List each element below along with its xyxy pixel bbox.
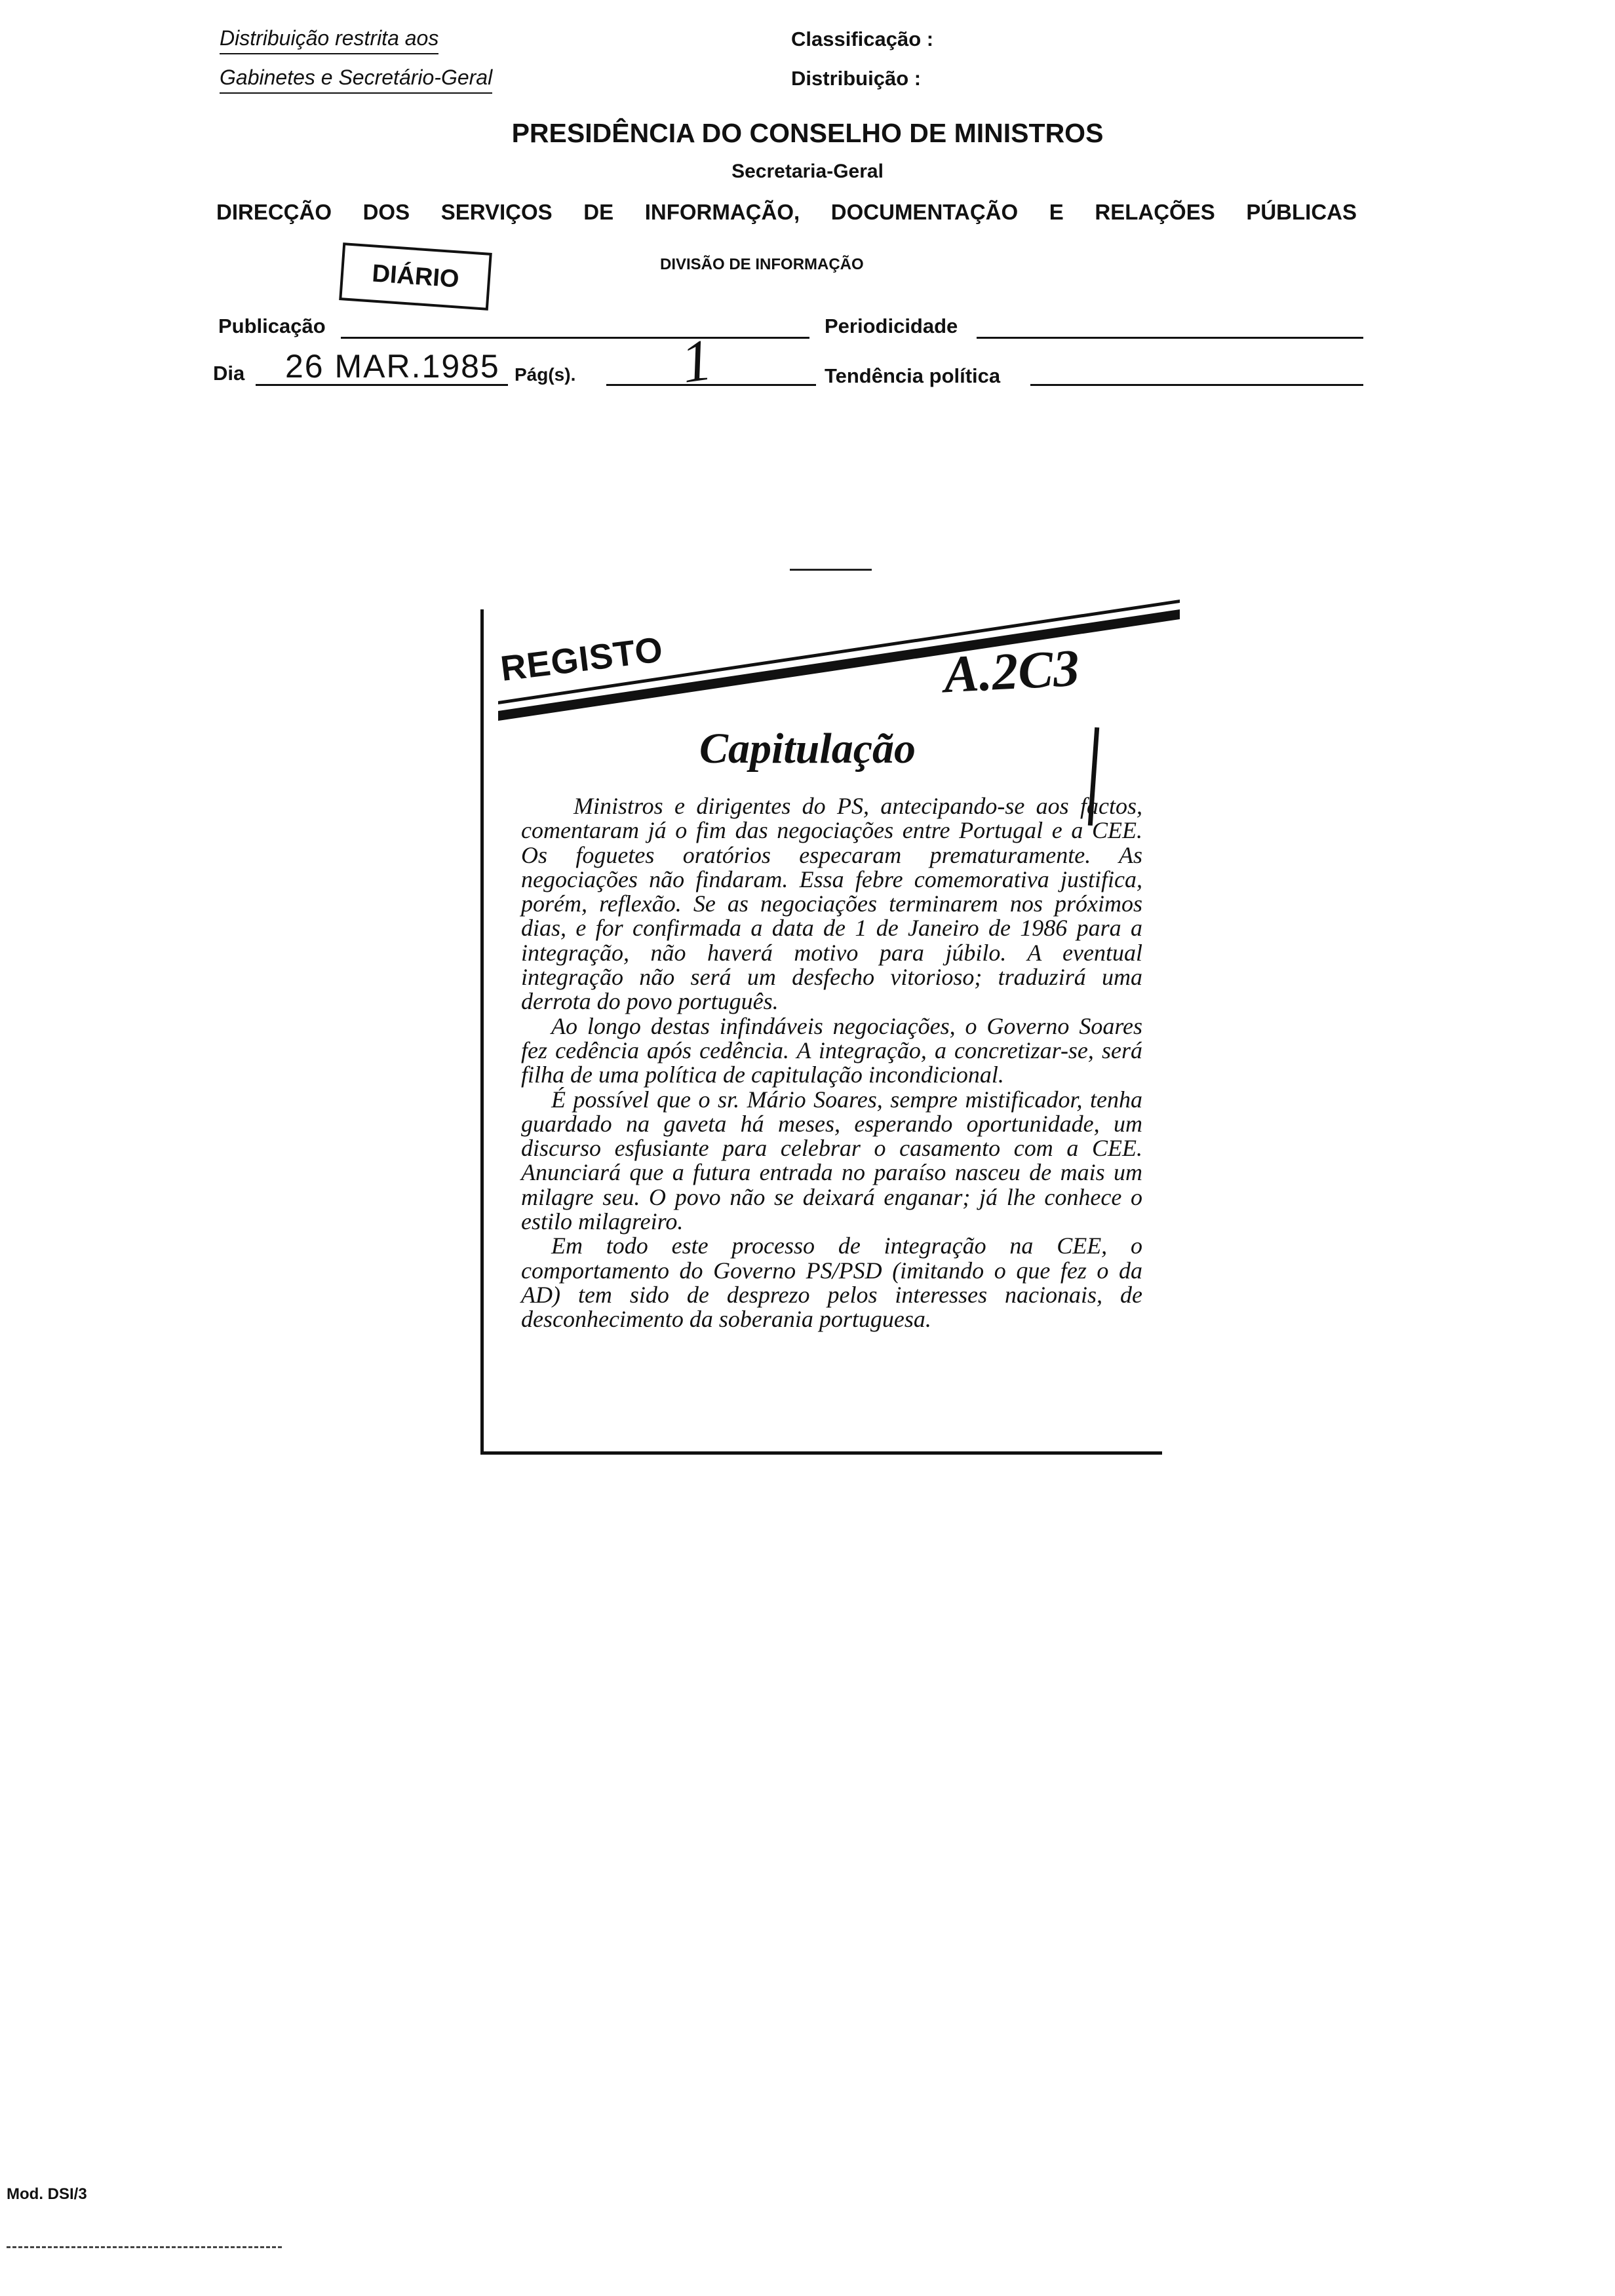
scan-edge-line: [7, 2246, 282, 2248]
handwritten-reference: A.2C3: [942, 639, 1081, 704]
day-label: Dia: [213, 362, 245, 385]
publication-line: [341, 337, 809, 339]
periodicity-line: [977, 337, 1363, 339]
division-heading: DIVISÃO DE INFORMAÇÃO: [660, 256, 864, 273]
article-paragraph: Ao longo destas infindáveis negociações, o Governo Soares fez cedência após cedência. A integração, a concretizar-se, será filha de uma política de capitulação incondicional.: [521, 1012, 1142, 1088]
political-tendency-label: Tendência política: [825, 364, 1001, 387]
secretariat-heading: Secretaria-Geral: [731, 161, 884, 182]
distribution-label: Distribuição :: [791, 67, 922, 90]
top-rule: [790, 569, 872, 571]
article-paragraph: Ministros e dirigentes do PS, antecipando-se aos factos, comentaram já o fim das negociações entre Portugal e a CEE. Os foguetes oratórios especaram prematuramente. As negociações não findaram. Essa febre comemorativa justifica, porém, reflexão. Se as negociações terminarem nos próximos dias, e for confirmada a data de 1 de Janeiro de 1986 para a integração, não haverá motivo para júbilo. A eventual integração não será um desfecho vitorioso; traduzirá uma derrota do povo português.: [521, 793, 1142, 1015]
pages-handwritten: 1: [677, 327, 716, 396]
date-stamp: 26 MAR.1985: [285, 348, 500, 385]
presidency-heading: PRESIDÊNCIA DO CONSELHO DE MINISTROS: [511, 118, 1104, 148]
distribution-restricted-line1: Distribuição restrita aos: [220, 26, 438, 54]
form-model-label: Mod. DSI/3: [7, 2185, 87, 2203]
classification-label: Classificação :: [791, 28, 934, 50]
registo-section-label: REGISTO: [498, 630, 666, 689]
article-paragraph: É possível que o sr. Mário Soares, sempre mistificador, tenha guardado na gaveta há meses, esperando oportunidade, um discurso esfusiante para celebrar o casamento com a CEE. Anunciará que a futura entrada no paraíso nasceu de mais um milagre seu. O povo não se deixará enganar; já lhe conhece o estilo milagreiro.: [521, 1086, 1142, 1235]
political-tendency-line: [1030, 384, 1363, 386]
distribution-restricted-line2: Gabinetes e Secretário-Geral: [220, 66, 492, 94]
directorate-heading: DIRECÇÃO DOS SERVIÇOS DE INFORMAÇÃO, DOCUMENTAÇÃO E RELAÇÕES PÚBLICAS: [216, 200, 1357, 224]
publication-label: Publicação: [218, 315, 326, 337]
article-paragraph: Em todo este processo de integração na CEE, o comportamento do Governo PS/PSD (imitando o que fez o da AD) tem sido de desprezo pelos interesses nacionais, de desconhecimento da soberania portuguesa.: [521, 1233, 1142, 1333]
clipping-bottom-border: [480, 1451, 1162, 1455]
pages-label: Pág(s).: [515, 364, 576, 385]
diario-stamp: [339, 242, 492, 311]
article-title: Capitulação: [699, 725, 916, 773]
stamp-text: DIÁRIO: [371, 259, 460, 294]
article-body: [521, 794, 1142, 1332]
periodicity-label: Periodicidade: [825, 315, 958, 337]
